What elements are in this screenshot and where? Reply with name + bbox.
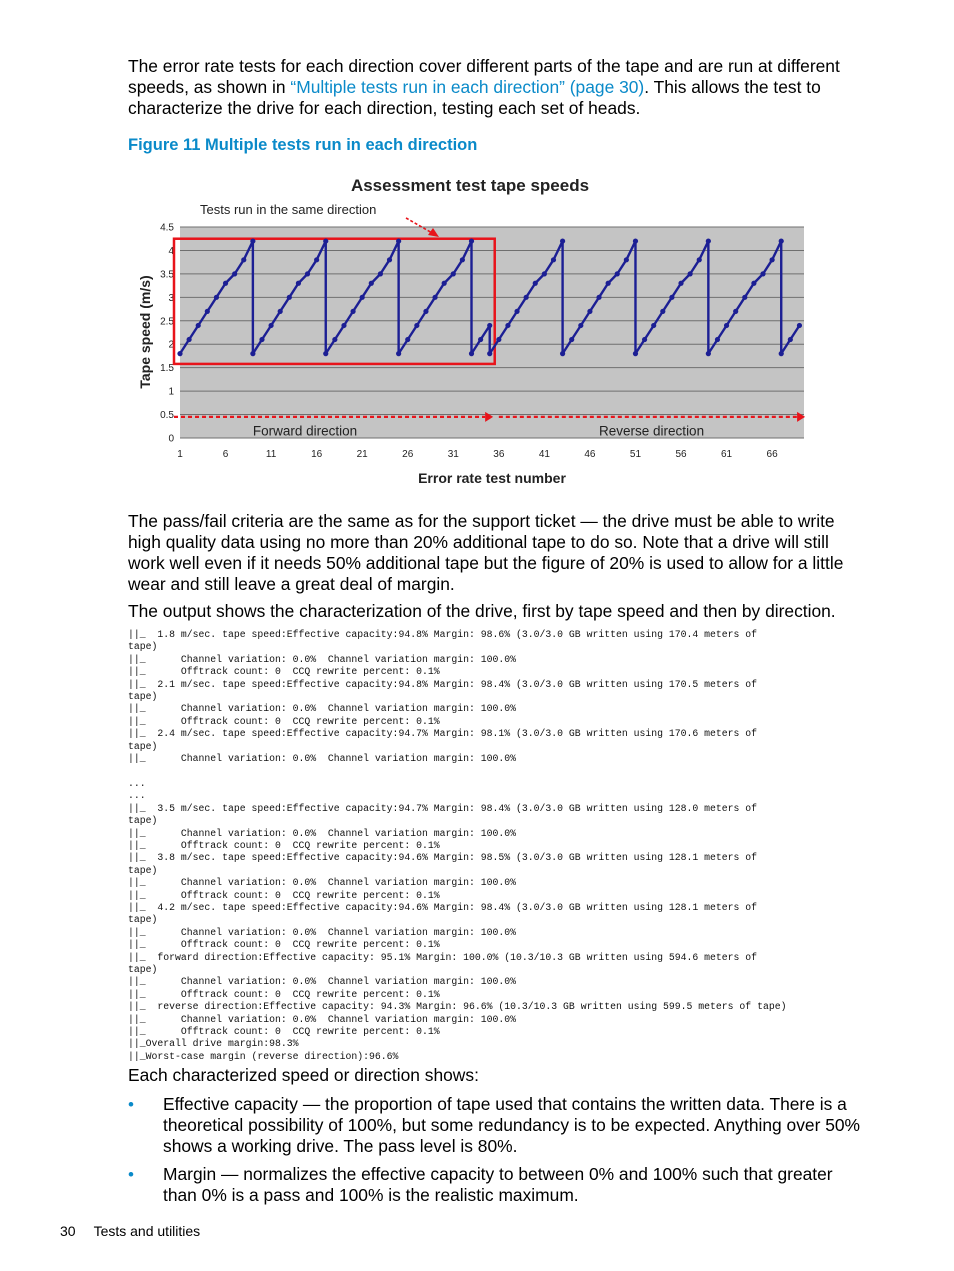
x-tick-label: 1 <box>177 449 183 460</box>
data-point <box>797 323 802 328</box>
y-tick-label: 1.5 <box>160 363 174 375</box>
data-point <box>296 281 301 286</box>
data-point <box>332 337 337 342</box>
figure-link[interactable]: “Multiple tests run in each direction” (page 30) <box>290 77 645 97</box>
console-line: ||_ 3.5 m/sec. tape speed:Effective capacity:94.7% Margin: 98.4% (3.0/3.0 GB written using 128.0 meters of <box>128 802 758 814</box>
console-line: ||_ 3.8 m/sec. tape speed:Effective capacity:94.6% Margin: 98.5% (3.0/3.0 GB written using 128.1 meters of <box>128 852 758 864</box>
data-point <box>323 238 328 243</box>
data-point <box>378 271 383 276</box>
console-line: ||_ Offtrack count: 0 CCQ rewrite percent: 0.1% <box>128 666 440 678</box>
data-point <box>651 323 656 328</box>
data-point <box>451 271 456 276</box>
bullet-icon: • <box>128 1095 134 1114</box>
bullet-text: Effective capacity — the proportion of tape used that contains the written data. There is a theoretical possibility of 100%, but some redundancy is to be expected. Anything over 50% shows a working drive. The pass level is 80%. <box>163 1094 861 1156</box>
console-line: tape) <box>128 864 158 876</box>
box-annotation: Tests run in the same direction <box>200 202 377 217</box>
console-line: ||_ Offtrack count: 0 CCQ rewrite percent: 0.1% <box>128 1026 440 1037</box>
data-point <box>396 351 401 356</box>
data-point <box>751 281 756 286</box>
y-tick-label: 0.5 <box>160 410 174 422</box>
console-line: tape) <box>128 691 158 703</box>
console-line: tape) <box>128 641 158 653</box>
section-title: Tests and utilities <box>93 1223 201 1239</box>
data-point <box>569 337 574 342</box>
console-line: ||_ Offtrack count: 0 CCQ rewrite percent: 0.1% <box>128 839 440 851</box>
data-point <box>724 323 729 328</box>
data-point <box>514 309 519 314</box>
data-point <box>305 271 310 276</box>
data-point <box>287 295 292 300</box>
data-point <box>678 281 683 286</box>
y-tick-label: 3.5 <box>160 269 174 281</box>
data-point <box>268 323 273 328</box>
console-line: ||_ Offtrack count: 0 CCQ rewrite percent: 0.1% <box>128 715 440 727</box>
data-point <box>214 295 219 300</box>
console-line: ||_ Channel variation: 0.0% Channel variation margin: 100.0% <box>128 976 517 988</box>
data-point <box>205 309 210 314</box>
console-line: ||_Worst-case margin (reverse direction):96.6% <box>128 1050 399 1062</box>
data-point <box>715 337 720 342</box>
data-point <box>505 323 510 328</box>
intro-text-end: . This allows the test to characterize the drive for each direction, testing each set of heads. <box>128 77 821 118</box>
speed-chart <box>128 166 808 498</box>
data-point <box>196 323 201 328</box>
console-line: ||_ Channel variation: 0.0% Channel variation margin: 100.0% <box>128 827 517 839</box>
reverse-label: Reverse direction <box>599 423 705 439</box>
data-point <box>405 337 410 342</box>
x-tick-label: 51 <box>629 449 642 460</box>
console-line: ||_ Channel variation: 0.0% Channel variation margin: 100.0% <box>128 653 517 665</box>
console-line: ||_ Offtrack count: 0 CCQ rewrite percent: 0.1% <box>128 988 440 1000</box>
data-point <box>241 257 246 262</box>
data-point <box>633 238 638 243</box>
page-footer <box>60 1223 200 1239</box>
console-output <box>128 629 868 1063</box>
console-line: ||_ Offtrack count: 0 CCQ rewrite percent: 0.1% <box>128 889 440 901</box>
console-line: ||_ Channel variation: 0.0% Channel variation margin: 100.0% <box>128 753 517 765</box>
forward-label: Forward direction <box>252 423 358 439</box>
chart-title: Assessment test tape speeds <box>350 176 590 195</box>
x-axis-label: Error rate test number <box>418 470 566 486</box>
data-point <box>432 295 437 300</box>
console-line: ... <box>128 777 146 789</box>
data-point <box>706 238 711 243</box>
data-point <box>487 323 492 328</box>
data-point <box>478 337 483 342</box>
data-point <box>187 337 192 342</box>
data-point <box>442 281 447 286</box>
bullet-icon: • <box>128 1165 134 1184</box>
console-line: tape) <box>128 914 158 926</box>
y-tick-label: 3 <box>168 292 174 304</box>
x-tick-label: 46 <box>584 449 596 460</box>
x-tick-label: 21 <box>356 449 368 460</box>
data-point <box>733 309 738 314</box>
x-tick-label: 31 <box>447 449 459 460</box>
console-line: ||_ Offtrack count: 0 CCQ rewrite percent: 0.1% <box>128 939 440 951</box>
data-point <box>369 281 374 286</box>
data-point <box>742 295 747 300</box>
y-tick-label: 0 <box>168 433 174 445</box>
data-point <box>177 351 182 356</box>
console-line: ||_ 2.1 m/sec. tape speed:Effective capacity:94.8% Margin: 98.4% (3.0/3.0 GB written using 170.5 meters of <box>128 678 758 690</box>
data-point <box>259 337 264 342</box>
console-line: ||_ 1.8 m/sec. tape speed:Effective capacity:94.8% Margin: 98.6% (3.0/3.0 GB written using 170.4 meters of <box>128 629 758 640</box>
console-line: tape) <box>128 963 158 975</box>
data-point <box>350 309 355 314</box>
y-tick-label: 2.5 <box>160 316 174 328</box>
data-point <box>551 257 556 262</box>
console-line: ||_Overall drive margin:98.3% <box>128 1038 299 1050</box>
data-point <box>669 295 674 300</box>
data-point <box>524 295 529 300</box>
output-intro-paragraph: The output shows the characterization of the drive, first by tape speed and then by direction. <box>128 601 836 621</box>
x-tick-label: 56 <box>675 449 687 460</box>
data-point <box>469 351 474 356</box>
data-point <box>560 351 565 356</box>
data-point <box>624 257 629 262</box>
data-point <box>578 323 583 328</box>
data-point <box>469 238 474 243</box>
x-tick-label: 61 <box>721 449 733 460</box>
data-point <box>788 337 793 342</box>
data-point <box>660 309 665 314</box>
criteria-paragraph: The pass/fail criteria are the same as for the support ticket — the drive must be able to write high quality data using no more than 20% additional tape to do so. Note that a drive will still work well even if it needs 50% additional tape but the figure of 20% is used to allow for a little wear and still leave a great deal of margin. <box>128 511 844 594</box>
data-point <box>760 271 765 276</box>
data-point <box>341 323 346 328</box>
x-tick-label: 6 <box>222 449 229 460</box>
data-point <box>323 351 328 356</box>
x-tick-label: 26 <box>402 449 414 460</box>
data-point <box>460 257 465 262</box>
console-line: ||_ Channel variation: 0.0% Channel variation margin: 100.0% <box>128 703 517 715</box>
data-point <box>250 238 255 243</box>
data-point <box>779 238 784 243</box>
console-line: ||_ 2.4 m/sec. tape speed:Effective capacity:94.7% Margin: 98.1% (3.0/3.0 GB written using 170.6 meters of <box>128 728 758 740</box>
data-point <box>779 351 784 356</box>
x-tick-label: 16 <box>311 449 323 460</box>
console-line: ... <box>128 790 146 802</box>
data-point <box>697 257 702 262</box>
console-line: tape) <box>128 815 158 827</box>
data-point <box>542 271 547 276</box>
data-point <box>487 351 492 356</box>
console-line: tape) <box>128 740 158 752</box>
data-point <box>414 323 419 328</box>
x-tick-label: 36 <box>493 449 505 460</box>
y-axis-label: Tape speed (m/s) <box>137 275 153 389</box>
plot-area <box>180 227 804 438</box>
console-line: ||_ reverse direction:Effective capacity: 94.3% Margin: 96.6% (10.3/10.3 GB written using 599.5 meters of tape) <box>128 1001 787 1013</box>
intro-text: The error rate tests for each direction cover different parts of the tape and are run at different speeds, as shown in <box>128 56 840 97</box>
console-line: ||_ Channel variation: 0.0% Channel variation margin: 100.0% <box>128 926 517 938</box>
page-number: 30 <box>60 1223 76 1239</box>
data-point <box>278 309 283 314</box>
data-point <box>688 271 693 276</box>
y-tick-label: 1 <box>168 386 174 398</box>
intro-paragraph <box>128 56 868 119</box>
y-tick-label: 4.5 <box>160 222 174 234</box>
data-point <box>533 281 538 286</box>
data-point <box>706 351 711 356</box>
data-point <box>387 257 392 262</box>
y-tick-label: 4 <box>168 245 174 257</box>
y-tick-label: 2 <box>168 339 174 351</box>
x-tick-label: 11 <box>265 449 277 460</box>
x-tick-label: 41 <box>538 449 550 460</box>
console-line: ||_ forward direction:Effective capacity: 95.1% Margin: 100.0% (10.3/10.3 GB written using 594.6 meters of <box>128 951 758 963</box>
data-point <box>587 309 592 314</box>
data-point <box>496 337 501 342</box>
data-point <box>606 281 611 286</box>
shows-paragraph: Each characterized speed or direction shows: <box>128 1065 479 1085</box>
data-point <box>560 238 565 243</box>
console-line: ||_ Channel variation: 0.0% Channel variation margin: 100.0% <box>128 877 517 889</box>
bullet-text: Margin — normalizes the effective capacity to between 0% and 100% such that greater than 0% is a pass and 100% is the realistic maximum. <box>163 1164 833 1205</box>
data-point <box>423 309 428 314</box>
data-point <box>360 295 365 300</box>
data-point <box>615 271 620 276</box>
data-point <box>232 271 237 276</box>
figure-caption: Figure 11 Multiple tests run in each direction <box>128 136 478 154</box>
console-line: ||_ Channel variation: 0.0% Channel variation margin: 100.0% <box>128 1013 517 1025</box>
data-point <box>396 238 401 243</box>
data-point <box>596 295 601 300</box>
data-point <box>314 257 319 262</box>
x-tick-label: 66 <box>766 449 778 460</box>
data-point <box>770 257 775 262</box>
data-point <box>633 351 638 356</box>
data-point <box>250 351 255 356</box>
data-point <box>223 281 228 286</box>
console-line: ||_ 4.2 m/sec. tape speed:Effective capacity:94.6% Margin: 98.4% (3.0/3.0 GB written using 128.1 meters of <box>128 901 758 913</box>
data-point <box>642 337 647 342</box>
